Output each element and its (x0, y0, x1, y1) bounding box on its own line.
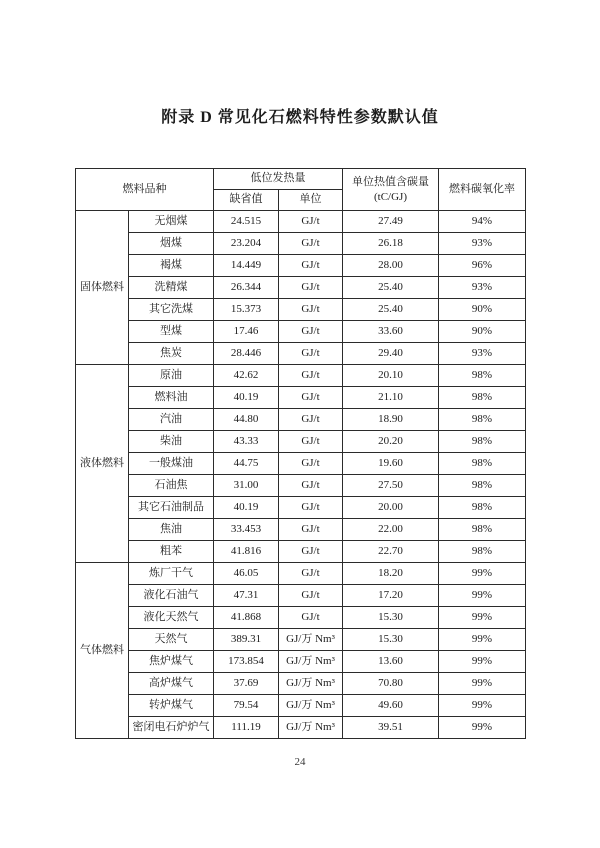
oxidation-rate-cell: 94% (439, 211, 526, 233)
carbon-content-cell: 27.50 (343, 475, 439, 497)
table-row (76, 343, 526, 365)
oxidation-rate-cell: 98% (439, 475, 526, 497)
table-row (76, 519, 526, 541)
fuel-name-cell: 洗精煤 (129, 277, 214, 299)
fuel-category-cell: 液体燃料 (76, 365, 129, 563)
carbon-content-cell: 22.00 (343, 519, 439, 541)
table-row (76, 475, 526, 497)
fuel-name-cell: 液化石油气 (129, 585, 214, 607)
fuel-name-cell: 一般煤油 (129, 453, 214, 475)
page-title: 附录 D 常见化石燃料特性参数默认值 (161, 109, 439, 126)
header-row-1 (76, 169, 526, 190)
unit-cell: GJ/t (279, 607, 343, 629)
fuel-name-cell: 汽油 (129, 409, 214, 431)
unit-cell: GJ/t (279, 233, 343, 255)
oxidation-rate-cell: 90% (439, 299, 526, 321)
fuel-name-cell: 石油焦 (129, 475, 214, 497)
table-row (76, 651, 526, 673)
oxidation-rate-cell: 99% (439, 607, 526, 629)
fuel-name-cell: 粗苯 (129, 541, 214, 563)
table-row (76, 299, 526, 321)
carbon-content-cell: 70.80 (343, 673, 439, 695)
fuel-name-cell: 天然气 (129, 629, 214, 651)
default-value-cell: 40.19 (214, 497, 279, 519)
header-default-value: 缺省值 (214, 190, 279, 211)
unit-cell: GJ/t (279, 563, 343, 585)
default-value-cell: 44.75 (214, 453, 279, 475)
unit-cell: GJ/t (279, 409, 343, 431)
oxidation-rate-cell: 99% (439, 717, 526, 739)
fuel-name-cell: 烟煤 (129, 233, 214, 255)
oxidation-rate-cell: 98% (439, 387, 526, 409)
fuel-name-cell: 炼厂干气 (129, 563, 214, 585)
carbon-content-cell: 15.30 (343, 607, 439, 629)
oxidation-rate-cell: 99% (439, 651, 526, 673)
default-value-cell: 17.46 (214, 321, 279, 343)
carbon-content-cell: 39.51 (343, 717, 439, 739)
unit-cell: GJ/t (279, 277, 343, 299)
default-value-cell: 40.19 (214, 387, 279, 409)
fuel-name-cell: 焦油 (129, 519, 214, 541)
unit-cell: GJ/万 Nm³ (279, 629, 343, 651)
oxidation-rate-cell: 99% (439, 673, 526, 695)
carbon-content-cell: 18.90 (343, 409, 439, 431)
unit-cell: GJ/t (279, 387, 343, 409)
carbon-content-cell: 15.30 (343, 629, 439, 651)
fuel-name-cell: 高炉煤气 (129, 673, 214, 695)
table-row (76, 717, 526, 739)
oxidation-rate-cell: 98% (439, 519, 526, 541)
oxidation-rate-cell: 93% (439, 233, 526, 255)
table-row (76, 233, 526, 255)
unit-cell: GJ/万 Nm³ (279, 717, 343, 739)
unit-cell: GJ/万 Nm³ (279, 695, 343, 717)
table-row (76, 585, 526, 607)
oxidation-rate-cell: 90% (439, 321, 526, 343)
carbon-content-cell: 28.00 (343, 255, 439, 277)
fuel-name-cell: 型煤 (129, 321, 214, 343)
carbon-content-cell: 20.10 (343, 365, 439, 387)
carbon-content-cell: 21.10 (343, 387, 439, 409)
oxidation-rate-cell: 99% (439, 585, 526, 607)
table-body (76, 211, 526, 739)
unit-cell: GJ/万 Nm³ (279, 673, 343, 695)
table-row (76, 563, 526, 585)
unit-cell: GJ/t (279, 453, 343, 475)
header-carbon-content-line1: 单位热值含碳量 (352, 175, 429, 188)
carbon-content-cell: 33.60 (343, 321, 439, 343)
table-row (76, 541, 526, 563)
default-value-cell: 42.62 (214, 365, 279, 387)
unit-cell: GJ/t (279, 431, 343, 453)
table-row (76, 497, 526, 519)
oxidation-rate-cell: 99% (439, 563, 526, 585)
fuel-name-cell: 焦炭 (129, 343, 214, 365)
fuel-name-cell: 褐煤 (129, 255, 214, 277)
default-value-cell: 14.449 (214, 255, 279, 277)
fuel-name-cell: 其它石油制品 (129, 497, 214, 519)
default-value-cell: 28.446 (214, 343, 279, 365)
table-header (76, 169, 526, 211)
oxidation-rate-cell: 98% (439, 365, 526, 387)
fuel-name-cell: 燃料油 (129, 387, 214, 409)
table-row (76, 211, 526, 233)
default-value-cell: 37.69 (214, 673, 279, 695)
default-value-cell: 111.19 (214, 717, 279, 739)
default-value-cell: 23.204 (214, 233, 279, 255)
carbon-content-cell: 17.20 (343, 585, 439, 607)
unit-cell: GJ/t (279, 497, 343, 519)
page-number: 24 (294, 756, 306, 768)
header-carbon-content-line2: (tC/GJ) (374, 190, 407, 203)
carbon-content-cell: 20.00 (343, 497, 439, 519)
table-row (76, 629, 526, 651)
oxidation-rate-cell: 93% (439, 277, 526, 299)
default-value-cell: 41.816 (214, 541, 279, 563)
carbon-content-cell: 49.60 (343, 695, 439, 717)
default-value-cell: 31.00 (214, 475, 279, 497)
table-row (76, 695, 526, 717)
fuel-parameters-table (75, 168, 526, 739)
unit-cell: GJ/t (279, 585, 343, 607)
unit-cell: GJ/万 Nm³ (279, 651, 343, 673)
default-value-cell: 46.05 (214, 563, 279, 585)
oxidation-rate-cell: 99% (439, 695, 526, 717)
fuel-name-cell: 转炉煤气 (129, 695, 214, 717)
oxidation-rate-cell: 98% (439, 409, 526, 431)
carbon-content-cell: 19.60 (343, 453, 439, 475)
default-value-cell: 44.80 (214, 409, 279, 431)
table-row (76, 607, 526, 629)
fuel-name-cell: 焦炉煤气 (129, 651, 214, 673)
unit-cell: GJ/t (279, 299, 343, 321)
unit-cell: GJ/t (279, 321, 343, 343)
carbon-content-cell: 27.49 (343, 211, 439, 233)
carbon-content-cell: 25.40 (343, 299, 439, 321)
carbon-content-cell: 22.70 (343, 541, 439, 563)
fuel-name-cell: 液化天然气 (129, 607, 214, 629)
table-row (76, 431, 526, 453)
default-value-cell: 33.453 (214, 519, 279, 541)
default-value-cell: 15.373 (214, 299, 279, 321)
table-row (76, 673, 526, 695)
oxidation-rate-cell: 98% (439, 497, 526, 519)
table-row (76, 365, 526, 387)
carbon-content-cell: 25.40 (343, 277, 439, 299)
table-row (76, 409, 526, 431)
fuel-name-cell: 柴油 (129, 431, 214, 453)
table-row (76, 321, 526, 343)
default-value-cell: 47.31 (214, 585, 279, 607)
carbon-content-cell: 29.40 (343, 343, 439, 365)
default-value-cell: 26.344 (214, 277, 279, 299)
oxidation-rate-cell: 96% (439, 255, 526, 277)
header-oxidation-rate: 燃料碳氧化率 (439, 169, 526, 211)
unit-cell: GJ/t (279, 211, 343, 233)
table-row (76, 453, 526, 475)
fuel-name-cell: 原油 (129, 365, 214, 387)
default-value-cell: 173.854 (214, 651, 279, 673)
fuel-name-cell: 密闭电石炉炉气 (129, 717, 214, 739)
oxidation-rate-cell: 99% (439, 629, 526, 651)
oxidation-rate-cell: 93% (439, 343, 526, 365)
unit-cell: GJ/t (279, 519, 343, 541)
carbon-content-cell: 18.20 (343, 563, 439, 585)
carbon-content-cell: 13.60 (343, 651, 439, 673)
unit-cell: GJ/t (279, 343, 343, 365)
carbon-content-cell: 20.20 (343, 431, 439, 453)
unit-cell: GJ/t (279, 255, 343, 277)
fuel-name-cell: 其它洗煤 (129, 299, 214, 321)
default-value-cell: 24.515 (214, 211, 279, 233)
default-value-cell: 41.868 (214, 607, 279, 629)
unit-cell: GJ/t (279, 475, 343, 497)
fuel-category-cell: 固体燃料 (76, 211, 129, 365)
fuel-name-cell: 无烟煤 (129, 211, 214, 233)
header-fuel-type: 燃料品种 (76, 169, 214, 211)
header-lower-heating-value: 低位发热量 (214, 169, 343, 190)
default-value-cell: 79.54 (214, 695, 279, 717)
unit-cell: GJ/t (279, 541, 343, 563)
oxidation-rate-cell: 98% (439, 453, 526, 475)
table-row (76, 255, 526, 277)
table-row (76, 277, 526, 299)
default-value-cell: 389.31 (214, 629, 279, 651)
oxidation-rate-cell: 98% (439, 541, 526, 563)
default-value-cell: 43.33 (214, 431, 279, 453)
header-unit: 单位 (279, 190, 343, 211)
fuel-category-cell: 气体燃料 (76, 563, 129, 739)
header-carbon-content (343, 169, 439, 211)
carbon-content-cell: 26.18 (343, 233, 439, 255)
table-row (76, 387, 526, 409)
unit-cell: GJ/t (279, 365, 343, 387)
oxidation-rate-cell: 98% (439, 431, 526, 453)
